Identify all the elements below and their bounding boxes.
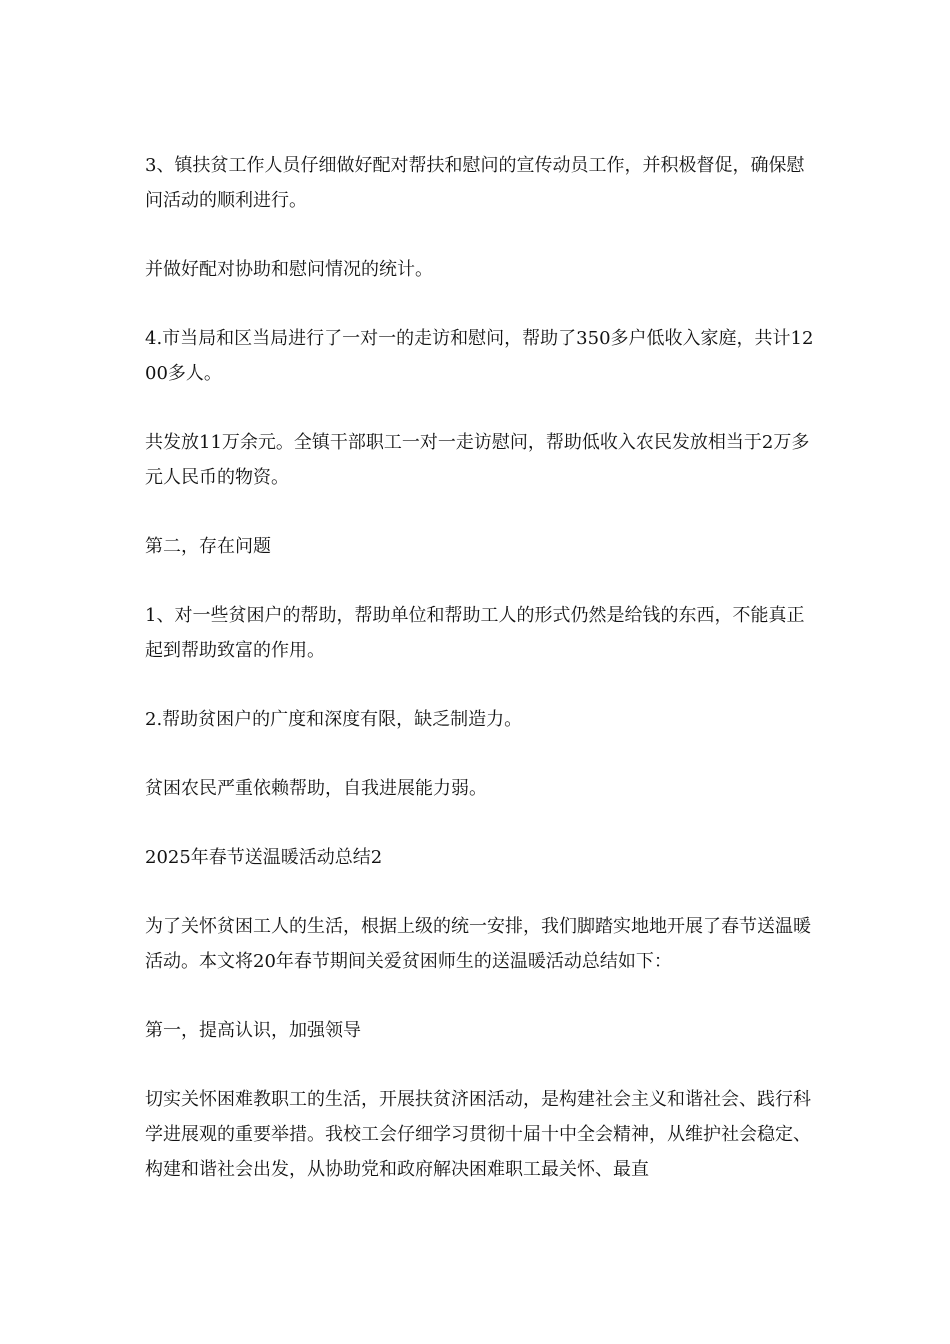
paragraph-12: 切实关怀困难教职工的生活，开展扶贫济困活动，是构建社会主义和谐社会、践行科学进展观的重要举措。我校工会仔细学习贯彻十届十中全会精神，从维护社会稳定、构建和谐社会出发，从协助党和政府解决困难职工最关怀、最直 [145, 1089, 811, 1180]
section-heading-problems: 第二，存在问题 [145, 536, 271, 557]
paragraph-2: 并做好配对协助和慰问情况的统计。 [145, 259, 433, 280]
paragraph-3: 4.市当局和区当局进行了一对一的走访和慰问，帮助了350多户低收入家庭，共计1200多人。 [145, 328, 814, 384]
paragraph-6: 1、对一些贫困户的帮助，帮助单位和帮助工人的形式仍然是给钱的东西，不能真正起到帮助致富的作用。 [145, 605, 805, 661]
paragraph-8: 贫困农民严重依赖帮助，自我进展能力弱。 [145, 778, 487, 799]
paragraph-7: 2.帮助贫困户的广度和深度有限，缺乏制造力。 [145, 709, 523, 730]
document-title-2: 2025年春节送温暖活动总结2 [145, 847, 383, 868]
document-page [145, 148, 815, 1221]
paragraph-10: 为了关怀贫困工人的生活，根据上级的统一安排，我们脚踏实地地开展了春节送温暖活动。本文将20年春节期间关爱贫困师生的送温暖活动总结如下： [145, 916, 811, 972]
section-heading-leadership: 第一，提高认识，加强领导 [145, 1020, 361, 1041]
paragraph-4: 共发放11万余元。全镇干部职工一对一走访慰问，帮助低收入农民发放相当于2万多元人民币的物资。 [145, 432, 810, 488]
paragraph-1: 3、镇扶贫工作人员仔细做好配对帮扶和慰问的宣传动员工作，并积极督促，确保慰问活动的顺利进行。 [145, 155, 805, 211]
